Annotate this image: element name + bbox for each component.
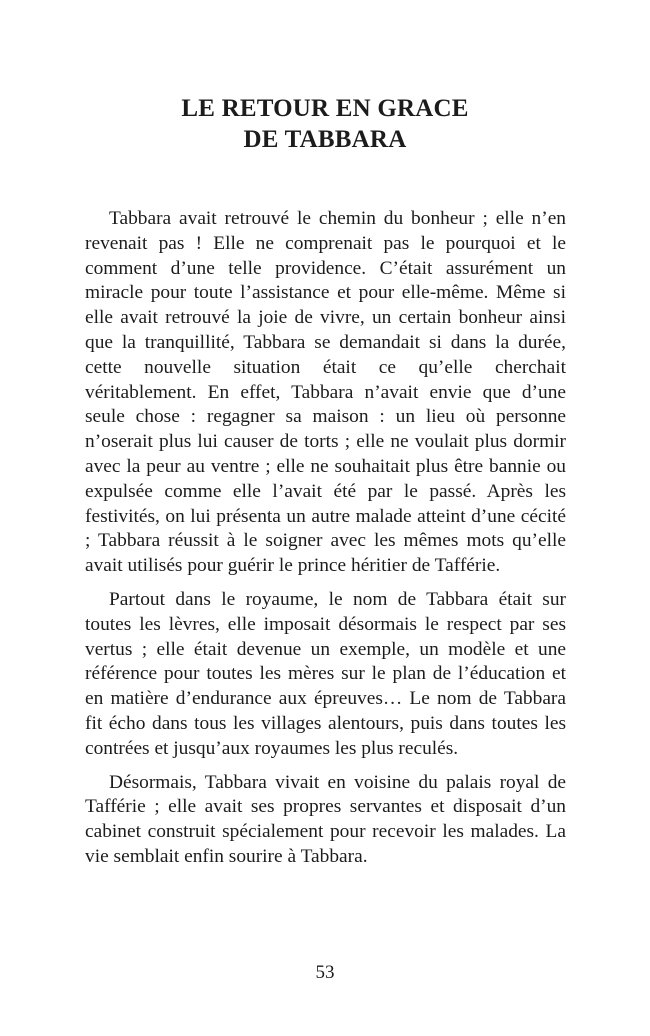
page-number: 53 (315, 962, 335, 983)
chapter-title-line-2: DE TABBARA (243, 126, 407, 153)
paragraph-3: Désormais, Tabbara vivait en voisine du palais royal de Tafférie ; elle avait ses propres servantes et disposait d’un cabinet construit spécialement pour recevoir les malades. La vie semblait enfin sourire à Tabbara. (85, 771, 566, 867)
chapter-title (0, 93, 650, 155)
chapter-body (85, 207, 566, 879)
paragraph-2: Partout dans le royaume, le nom de Tabbara était sur toutes les lèvres, elle imposait désormais le respect par ses vertus ; elle était devenue un exemple, un modèle et une référence pour toutes les mères sur le plan de l’éducation et en matière d’endurance aux épreuves… Le nom de Tabbara fit écho dans tous les villages alentours, puis dans toutes les contrées et jusqu’aux royaumes les plus reculés. (85, 588, 566, 759)
paragraph-1: Tabbara avait retrouvé le chemin du bonheur ; elle n’en revenait pas ! Elle ne comprenait pas le pourquoi et le comment d’une telle providence. C’était assurément un miracle pour toute l’assistance et pour elle-même. Même si elle avait retrouvé la joie de vivre, un certain bonheur ainsi que la tranquillité, Tabbara se demandait si dans la durée, cette nouvelle situation était ce qu’elle cherchait véritablement. En effet, Tabbara n’avait envie que d’une seule chose : regagner sa maison : un lieu où personne n’oserait plus lui causer de torts ; elle ne voulait plus dormir avec la peur au ventre ; elle ne souhaitait plus être bannie ou expulsée comme elle l’avait été par le passé. Après les festivités, on lui présenta un autre malade atteint d’une cécité ; Tabbara réussit à le soigner avec les mêmes mots qu’elle avait utilisés pour guérir le prince héritier de Tafférie. (85, 208, 566, 577)
chapter-title-line-1: LE RETOUR EN GRACE (181, 95, 469, 122)
